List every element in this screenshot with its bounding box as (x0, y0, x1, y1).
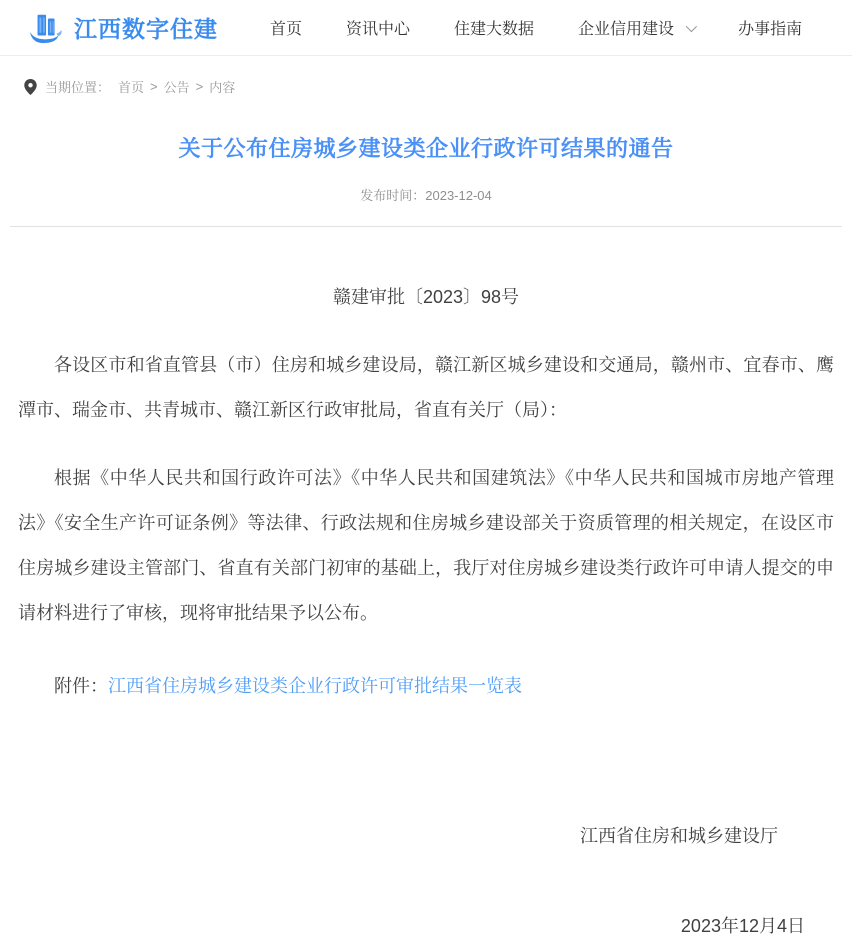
publish-time (0, 185, 852, 204)
breadcrumb-home[interactable]: 首页 (118, 80, 145, 95)
nav-guide[interactable]: 办事指南 (738, 21, 803, 38)
breadcrumb-content: 内容 (209, 80, 236, 95)
page-title: 关于公布住房城乡建设类企业行政许可结果的通告 (178, 136, 674, 161)
site-header (0, 0, 852, 56)
attachment-label: 附件： (54, 676, 108, 696)
nav-home[interactable]: 首页 (270, 21, 303, 38)
nav-big-data[interactable]: 住建大数据 (454, 21, 535, 38)
logo-title: 江西数字住建 (74, 16, 218, 42)
chevron-down-icon (686, 20, 697, 31)
location-pin-icon (24, 79, 37, 95)
publish-time-label: 发布时间： (360, 188, 426, 203)
attachment-link[interactable]: 江西省住房城乡建设类企业行政许可审批结果一览表 (108, 676, 522, 696)
buildings-logo-icon (28, 11, 66, 45)
signature-block (18, 814, 834, 949)
issue-date: 2023年12月4日 (680, 916, 805, 936)
breadcrumb-separator: > (195, 79, 204, 94)
paragraph-recipients: 各设区市和省直管县（市）住房和城乡建设局，赣江新区城乡建设和交通局，赣州市、宜春市、鹰潭市、瑞金市、共青城市、赣江新区行政审批局，省直有关厅（局）： (18, 355, 834, 420)
paragraph-basis: 根据《中华人民共和国行政许可法》《中华人民共和国建筑法》《中华人民共和国城市房地产管理法》《安全生产许可证条例》等法律、行政法规和住房城乡建设部关于资质管理的相关规定，在设区市住房城乡建设主管部门、省直有关部门初审的基础上，我厅对住房城乡建设类行政许可申请人提交的申请材料进行了审核，现将审批结果予以公布。 (18, 468, 834, 623)
divider (10, 226, 842, 227)
document-number: 赣建审批〔2023〕98号 (332, 287, 520, 307)
breadcrumb (0, 56, 852, 104)
breadcrumb-announcements[interactable]: 公告 (163, 80, 190, 95)
nav-news-center[interactable]: 资讯中心 (346, 21, 411, 38)
breadcrumb-separator: > (150, 79, 158, 94)
breadcrumb-label: 当期位置： (45, 80, 111, 95)
article-body (0, 275, 852, 949)
nav-credit[interactable]: 企业信用建设 (578, 16, 694, 39)
publish-time-value: 2023-12-04 (425, 188, 492, 203)
issuing-authority: 江西省住房和城乡建设厅 (580, 826, 778, 846)
main-nav (270, 16, 802, 39)
attachment-row (18, 664, 834, 709)
site-logo[interactable] (28, 11, 218, 45)
